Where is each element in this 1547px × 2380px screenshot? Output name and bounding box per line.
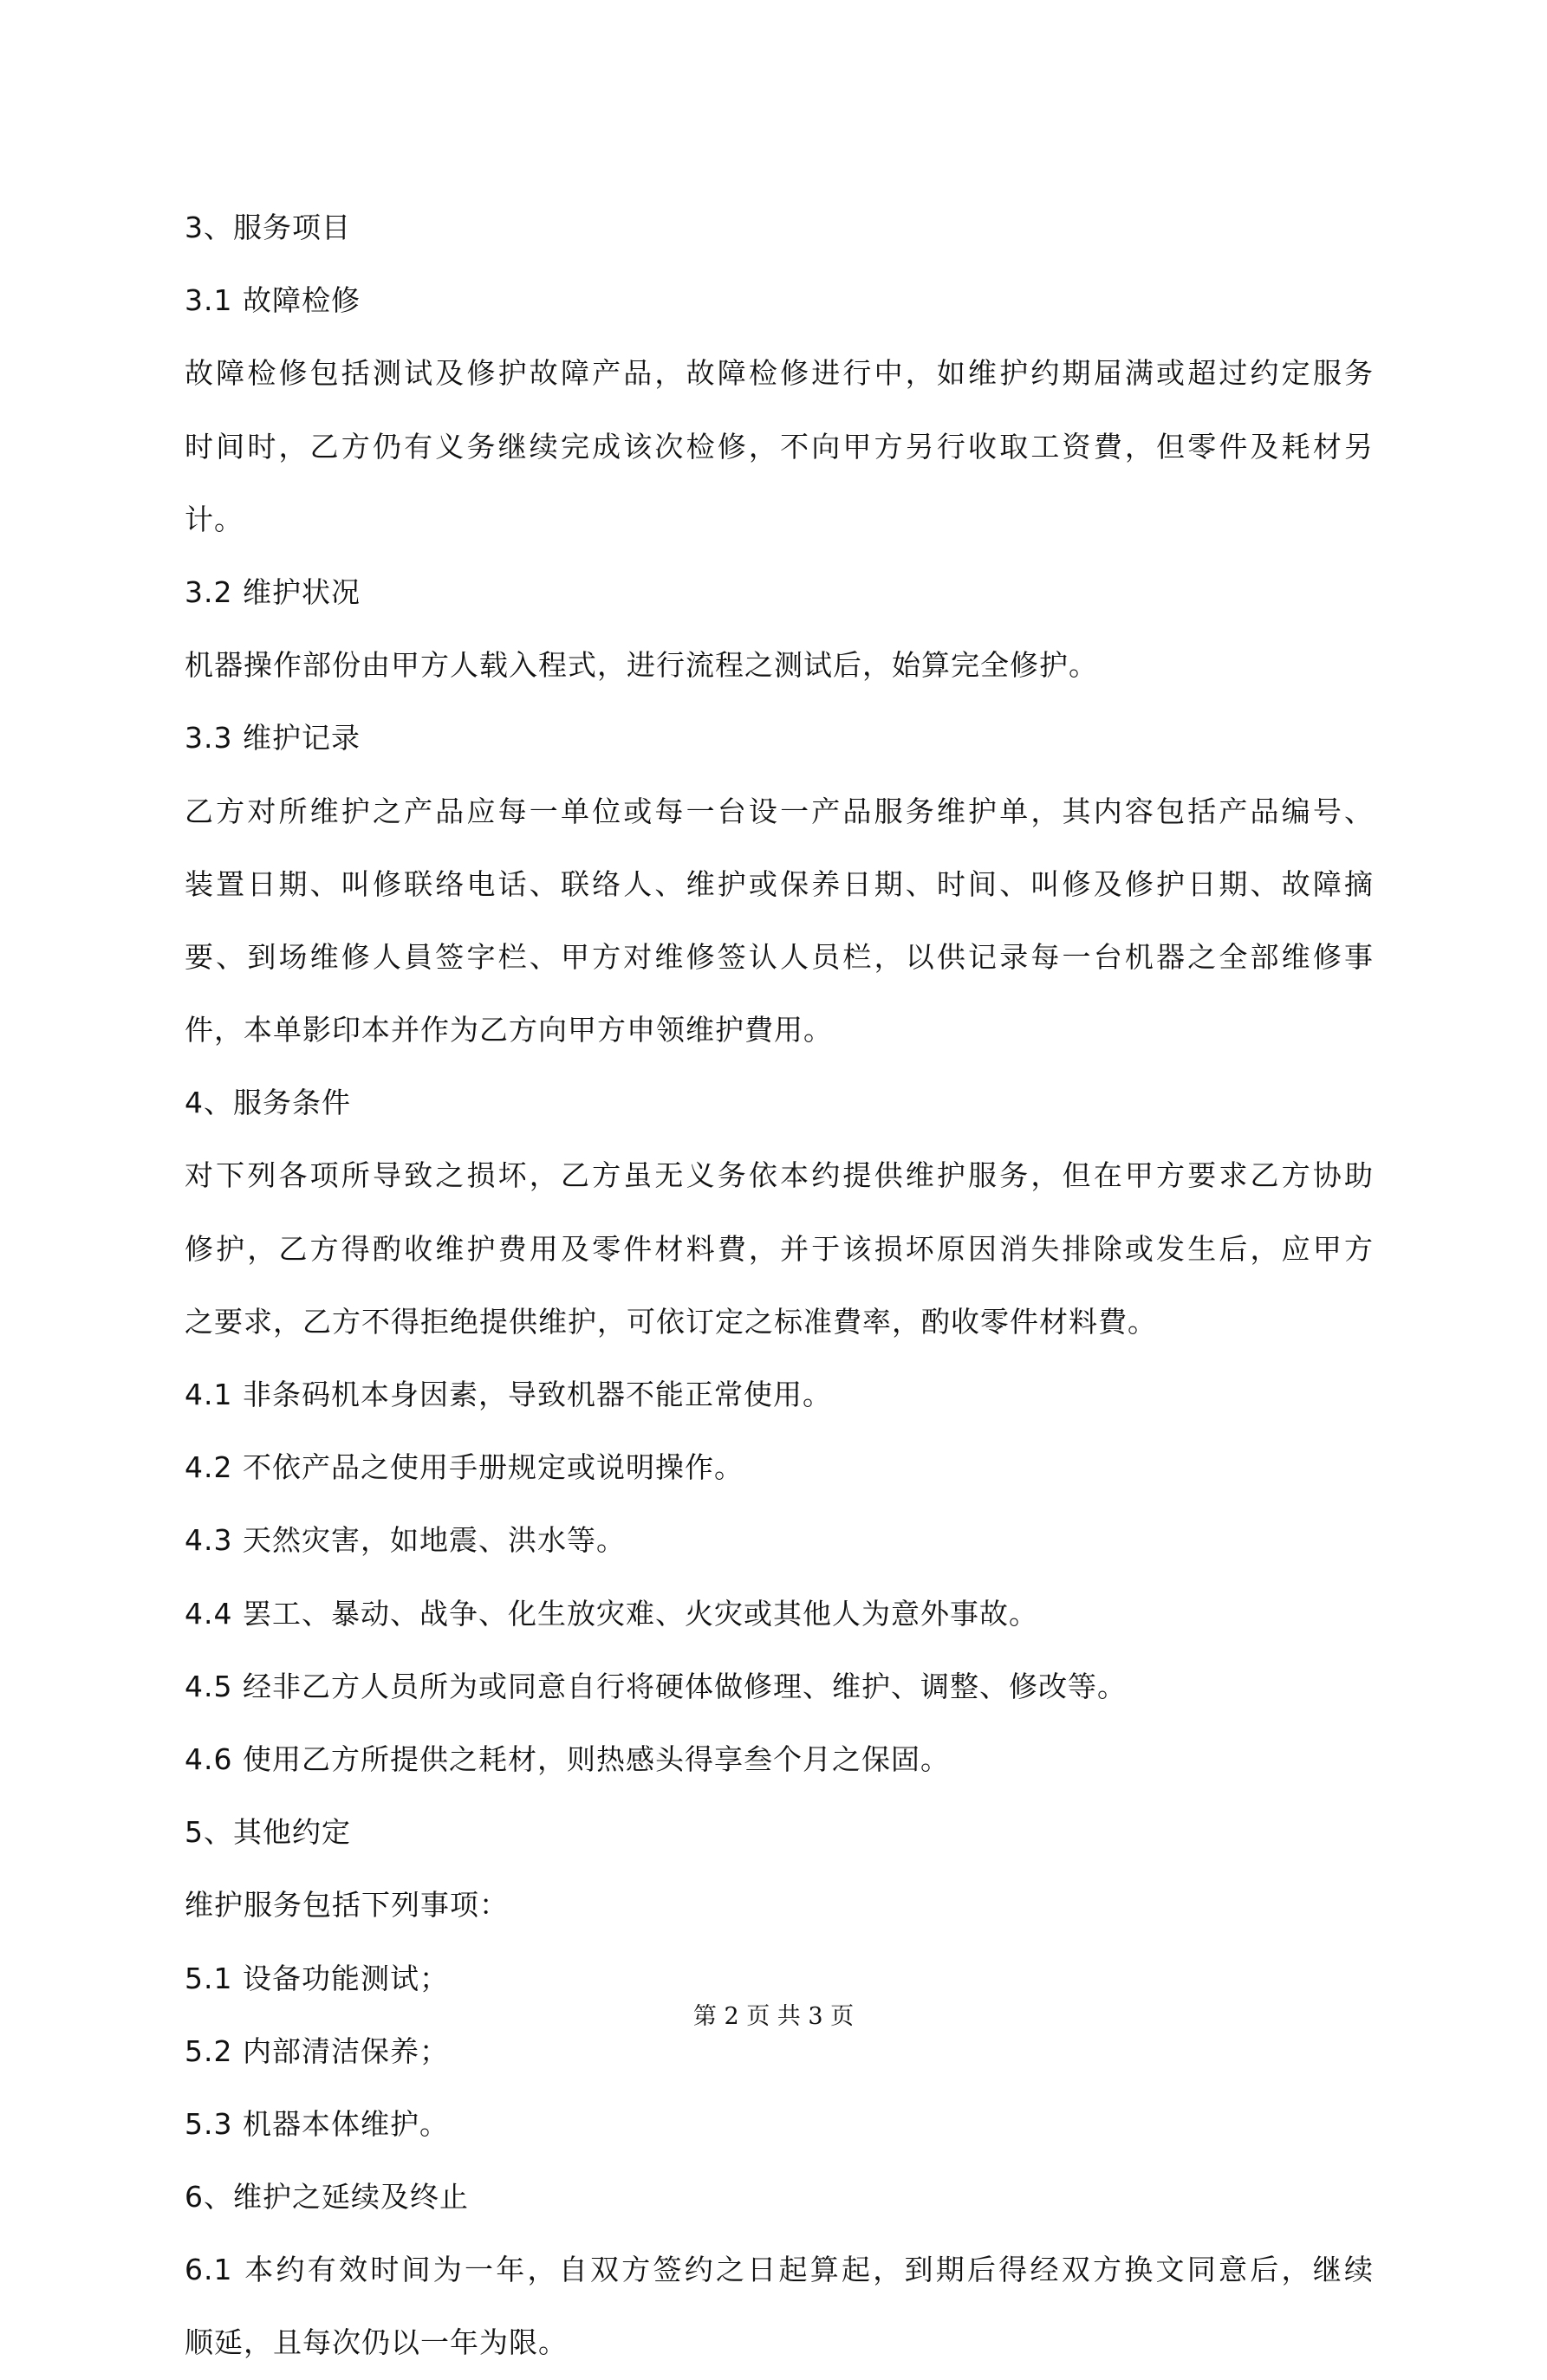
page-number-footer: 第 2 页 共 3 页: [692, 2003, 855, 2030]
subsection-heading: 3.3 维护记录: [185, 721, 361, 756]
list-item: 5.3 机器本体维护。: [185, 2106, 449, 2141]
list-item: 4.5 经非乙方人员所为或同意自行将硬体做修理、维护、调整、修改等。: [185, 1669, 1127, 1703]
paragraph-line: 要、到场维修人員签字栏、甲方对维修签认人员栏，以供记录每一台机器之全部维修事: [185, 939, 1374, 974]
list-item: 4.1 非条码机本身因素，导致机器不能正常使用。: [185, 1378, 832, 1411]
paragraph-line: 故障检修包括测试及修护故障产品，故障检修进行中，如维护约期届满或超过约定服务: [185, 356, 1374, 391]
list-item: 4.4 罢工、暴动、战争、化生放灾难、火灾或其他人为意外事故。: [185, 1596, 1038, 1631]
section-heading: 4、服务条件: [185, 1086, 351, 1120]
paragraph-line: 之要求，乙方不得拒绝提供维护，可依订定之标准費率，酌收零件材料費。: [185, 1304, 1157, 1339]
section-heading: 5、其他约定: [185, 1815, 351, 1850]
list-item: 5.1 设备功能测试；: [185, 1961, 449, 1995]
paragraph-line: 计。: [185, 502, 244, 536]
list-item: 5.2 内部清洁保养；: [185, 2033, 449, 2068]
paragraph-line: 件，本单影印本并作为乙方向甲方申领维护費用。: [185, 1013, 833, 1047]
list-item: 4.6 使用乙方所提供之耗材，则热感头得享叁个月之保固。: [185, 1741, 950, 1776]
section-heading: 6、维护之延续及终止: [185, 2180, 469, 2215]
subsection-heading: 3.1 故障检修: [185, 283, 361, 318]
section-heading: 3、服务项目: [185, 211, 351, 244]
paragraph-line: 机器操作部份由甲方人载入程式，进行流程之测试后，始算完全修护。: [185, 648, 1098, 683]
paragraph-line: 6.1 本约有效时间为一年，自双方签约之日起算起，到期后得经双方换文同意后，继续: [185, 2253, 1374, 2287]
document-body: [185, 191, 1374, 2380]
paragraph-line: 装置日期、叫修联络电话、联络人、维护或保养日期、时间、叫修及修护日期、故障摘: [185, 866, 1374, 901]
paragraph-line: 顺延，且每次仍以一年为限。: [185, 2325, 568, 2360]
paragraph-line: 修护，乙方得酌收维护费用及零件材料費，并于该损坏原因消失排除或发生后，应甲方: [185, 1231, 1374, 1266]
paragraph-line: 时间时，乙方仍有义务继续完成该次检修，不向甲方另行收取工资費，但零件及耗材另: [185, 429, 1374, 464]
paragraph-line: 乙方对所维护之产品应每一单位或每一台设一产品服务维护单，其内容包括产品编号、: [185, 794, 1374, 828]
list-item: 4.2 不依产品之使用手册规定或说明操作。: [185, 1450, 744, 1485]
subsection-heading: 3.2 维护状况: [185, 574, 361, 609]
paragraph-line: 维护服务包括下列事项：: [185, 1888, 509, 1923]
list-item: 4.3 天然灾害，如地震、洪水等。: [185, 1523, 626, 1558]
paragraph-line: 对下列各项所导致之损坏，乙方虽无义务依本约提供维护服务，但在甲方要求乙方协助: [185, 1158, 1374, 1193]
